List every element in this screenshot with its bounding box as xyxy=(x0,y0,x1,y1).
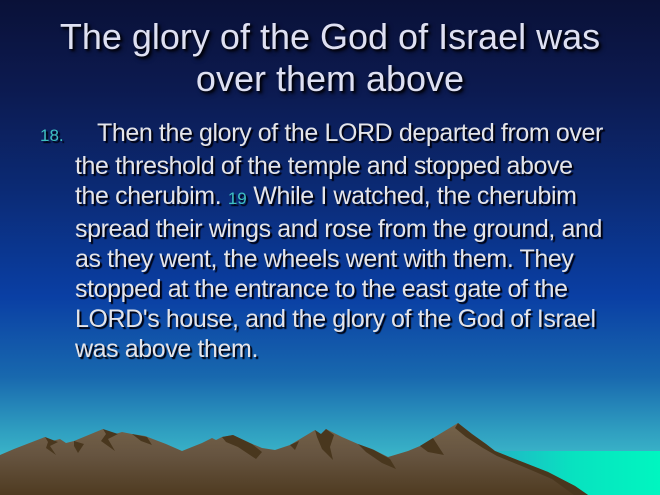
verse-paragraph xyxy=(40,118,610,364)
verse-text-18: Then the glory of the LORD departed from over the threshold of the temple and stopped above the cherubim. xyxy=(75,119,603,210)
scenery-graphic xyxy=(0,415,660,495)
slide-title xyxy=(0,16,660,100)
verse-number-19: 19 xyxy=(227,189,247,208)
verse-number-18: 18. xyxy=(40,126,64,145)
verse-text-19: While I watched, the cherubim spread their wings and rose from the ground, and as they went, the wheels went with them. They stopped at the entrance to the east gate of the LORD's house, and the glory of the God of Israel was above them. xyxy=(75,182,602,363)
title-line-2: over them above xyxy=(195,58,465,99)
title-line-1: The glory of the God of Israel was xyxy=(59,16,601,57)
mountain-range-graphic xyxy=(0,423,588,495)
